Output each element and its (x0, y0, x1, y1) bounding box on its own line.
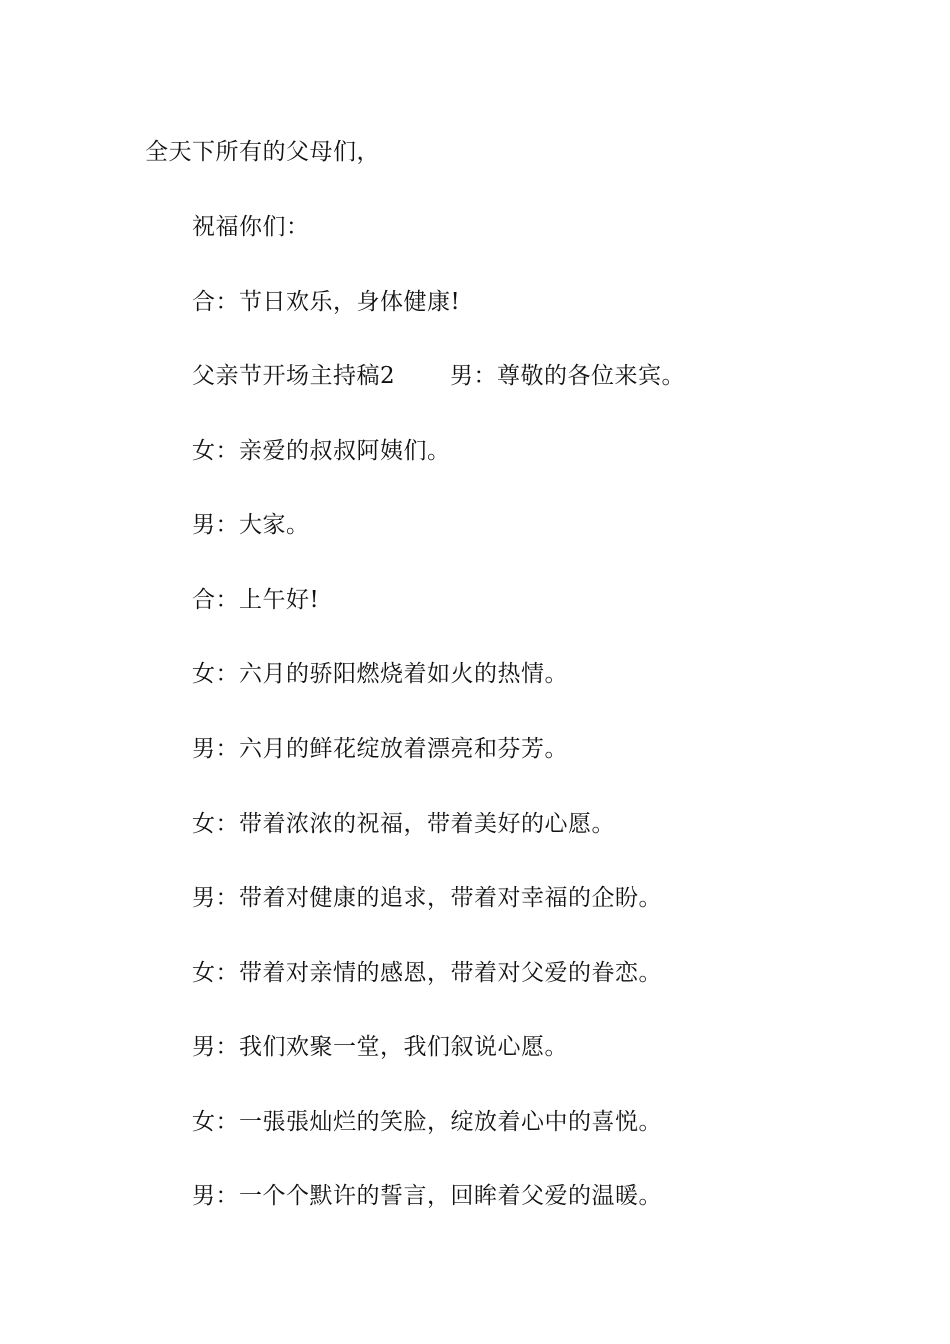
text-line: 合：上午好! (192, 587, 320, 613)
text-line: 男：六月的鲜花绽放着漂亮和芬芳。 (192, 736, 568, 762)
text-line: 祝福你们： (192, 214, 310, 240)
text-line: 全天下所有的父母们， (145, 139, 380, 165)
text-line: 男：大家。 (192, 512, 310, 538)
section-heading: 父亲节开场主持稿2 (192, 363, 396, 389)
text-line: 男：尊敬的各位来宾。 (450, 363, 685, 389)
text-line: 合：节日欢乐，身体健康! (192, 289, 461, 315)
text-line: 女：六月的骄阳燃烧着如火的热情。 (192, 661, 568, 687)
text-line: 男：我们欢聚一堂，我们叙说心愿。 (192, 1034, 568, 1060)
text-line: 男：带着对健康的追求，带着对幸福的企盼。 (192, 885, 662, 911)
text-line: 女：亲爱的叔叔阿姨们。 (192, 438, 451, 464)
text-line: 女：一張張灿烂的笑脸，绽放着心中的喜悦。 (192, 1109, 662, 1135)
text-line: 女：带着对亲情的感恩，带着对父爱的眷恋。 (192, 960, 662, 986)
text-line: 男：一个个默许的誓言，回眸着父爱的温暖。 (192, 1183, 662, 1209)
text-line: 女：带着浓浓的祝福，带着美好的心愿。 (192, 811, 615, 837)
